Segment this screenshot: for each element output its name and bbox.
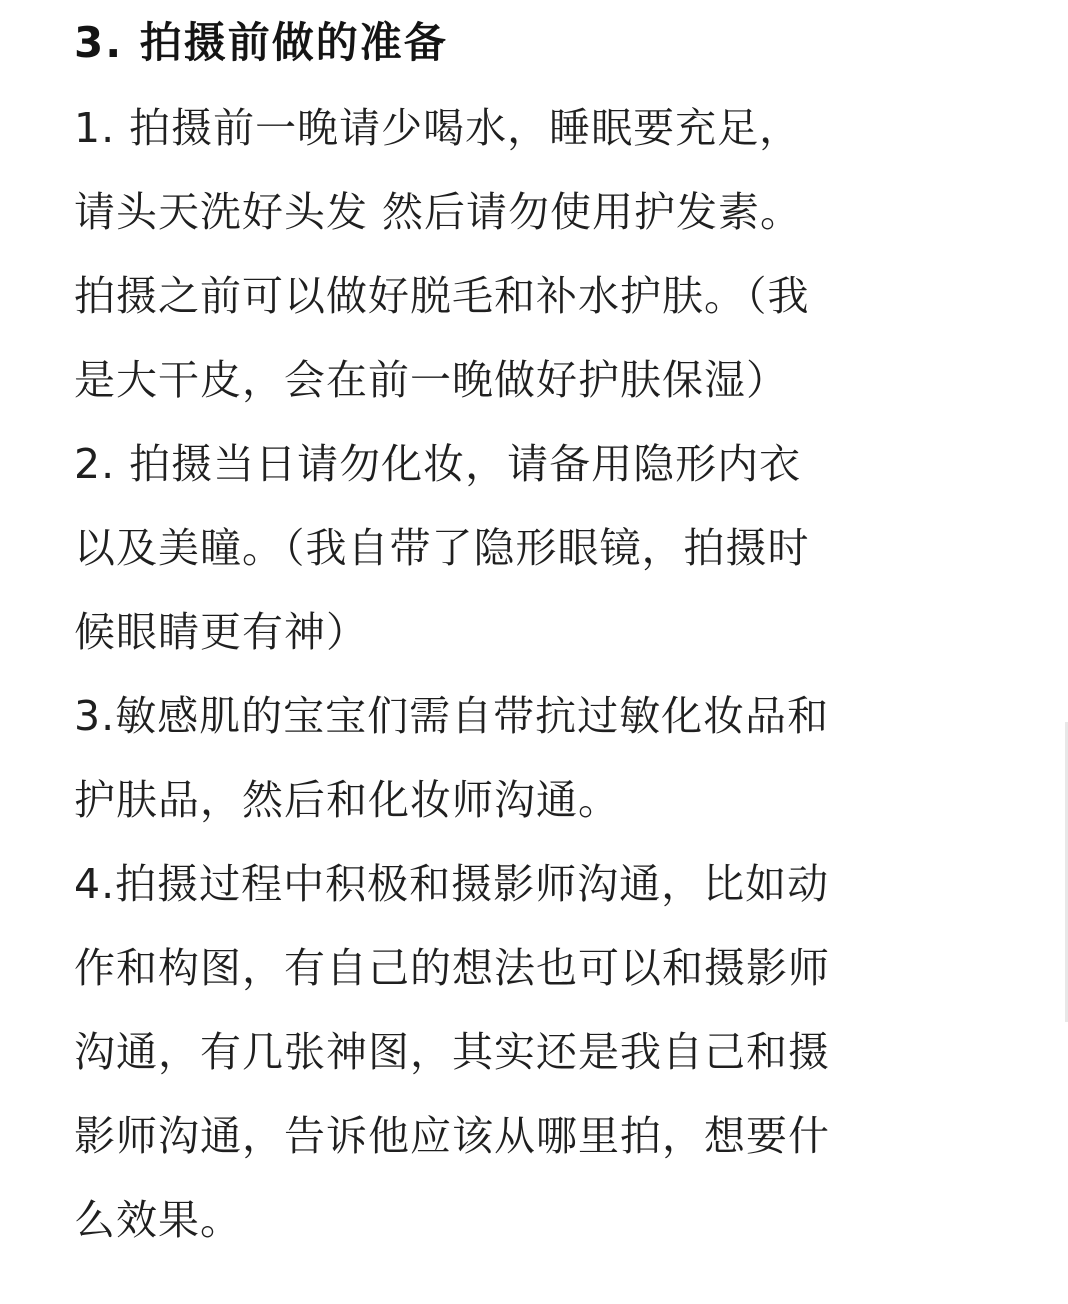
text-line: 沟通，有几张神图，其实还是我自己和摄 bbox=[74, 1028, 830, 1076]
text-line: 么效果。 bbox=[74, 1196, 242, 1244]
text-line: 以及美瞳。（我自带了隐形眼镜，拍摄时 bbox=[74, 524, 810, 572]
text-line: 护肤品，然后和化妆师沟通。 bbox=[74, 776, 620, 824]
text-line: 影师沟通，告诉他应该从哪里拍，想要什 bbox=[74, 1112, 830, 1160]
text-line: 2. 拍摄当日请勿化妆，请备用隐形内衣 bbox=[74, 440, 802, 488]
text-line: 4.拍摄过程中积极和摄影师沟通，比如动 bbox=[74, 860, 830, 908]
text-line: 候眼睛更有神） bbox=[74, 608, 368, 656]
text-line: 请头天洗好头发 然后请勿使用护发素。 bbox=[74, 188, 803, 236]
text-line: 作和构图，有自己的想法也可以和摄影师 bbox=[74, 944, 830, 992]
section-title: 3. 拍摄前做的准备 bbox=[74, 18, 448, 67]
text-line: 3.敏感肌的宝宝们需自带抗过敏化妆品和 bbox=[74, 692, 830, 740]
text-line: 拍摄之前可以做好脱毛和补水护肤。（我 bbox=[74, 272, 810, 320]
text-line: 是大干皮，会在前一晚做好护肤保湿） bbox=[74, 356, 788, 404]
text-line: 1. 拍摄前一晚请少喝水，睡眠要充足， bbox=[74, 104, 802, 152]
